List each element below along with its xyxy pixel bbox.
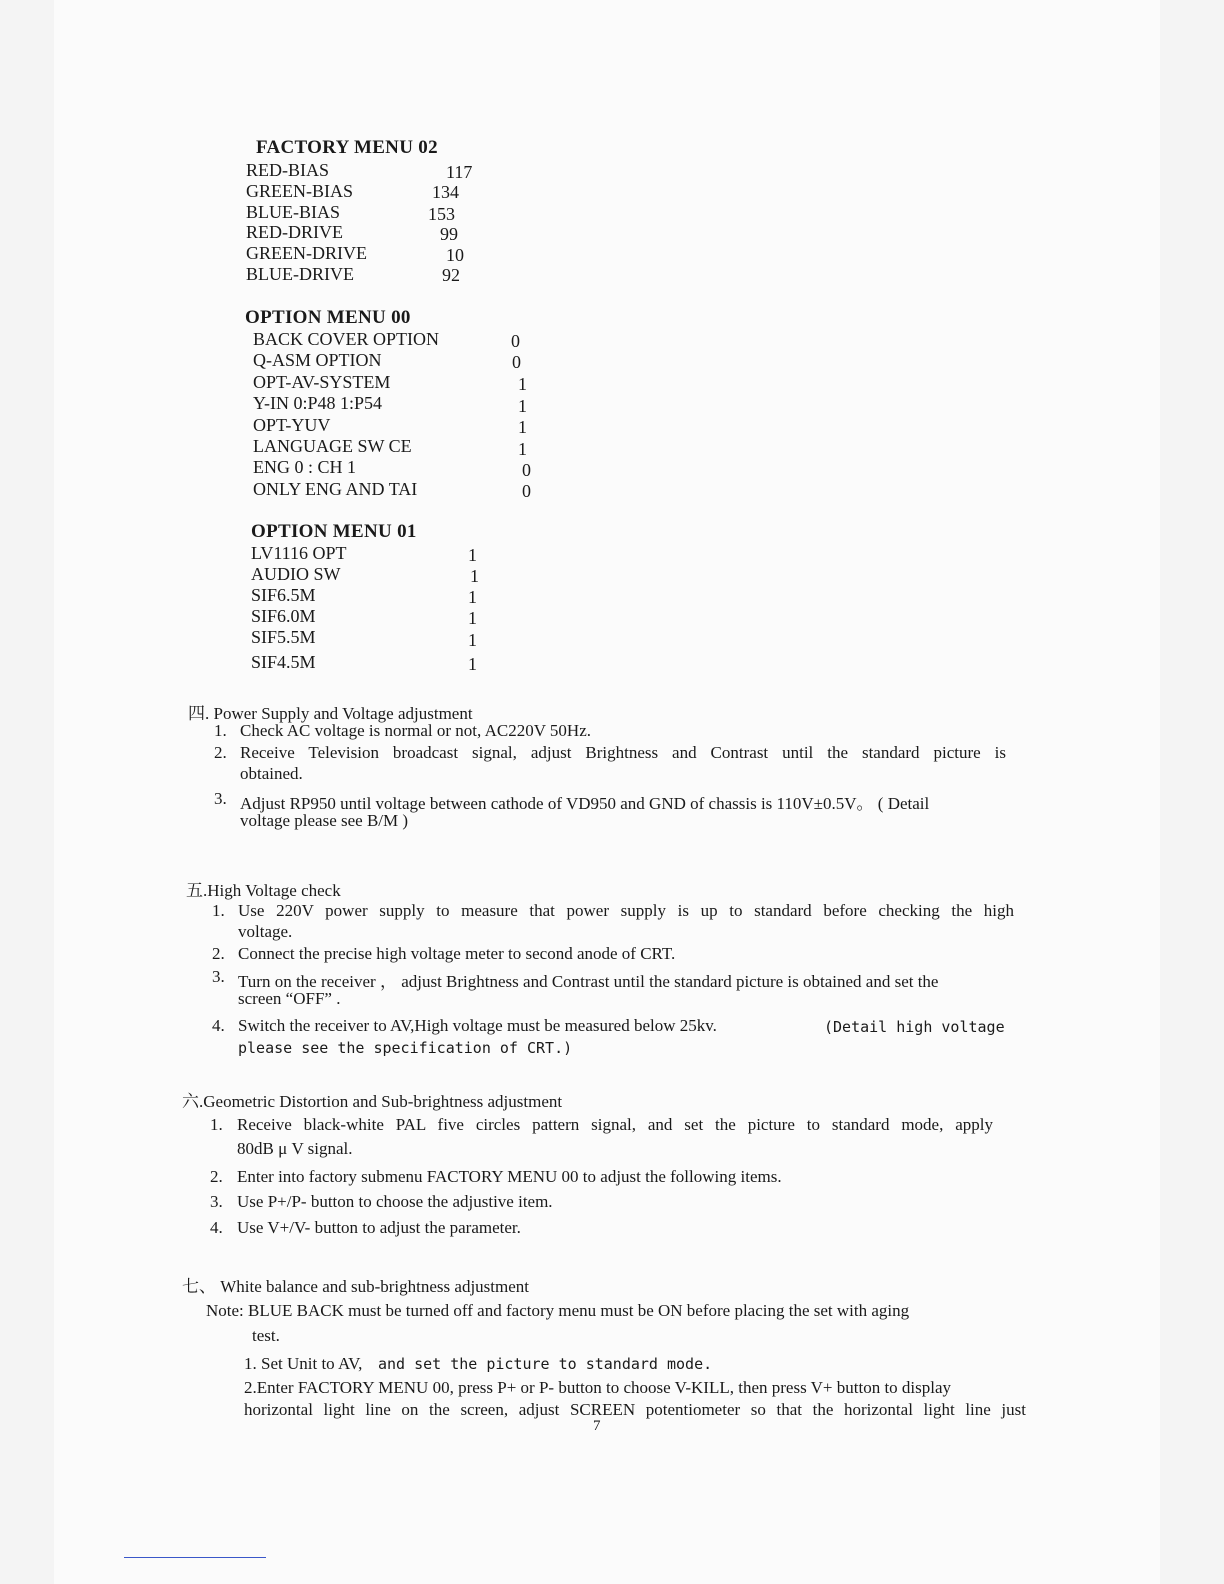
list-item-text: Check AC voltage is normal or not, AC220V 50Hz.	[240, 721, 591, 740]
section-heading: 六.Geometric Distortion and Sub-brightness adjustment	[182, 1092, 563, 1111]
menu-row-value: 1	[468, 545, 477, 565]
menu-row-value: 1	[518, 374, 527, 394]
menu-row-label: ENG 0 : CH 1	[253, 457, 356, 477]
list-item-text: Use P+/P- button to choose the adjustive item.	[237, 1192, 553, 1211]
menu-row-label: SIF6.0M	[251, 606, 316, 626]
menu-row-label: ONLY ENG AND TAI	[253, 479, 418, 499]
menu-row-value: 117	[446, 162, 473, 182]
list-item-text: voltage.	[238, 922, 293, 941]
menu-row-label: BACK COVER OPTION	[253, 329, 440, 349]
option-menu-01-title: OPTION MENU 01	[251, 521, 417, 542]
list-number: 1.	[212, 901, 225, 920]
menu-row-value: 0	[522, 481, 531, 501]
menu-row-label: LV1116 OPT	[251, 543, 347, 563]
menu-row-label: LANGUAGE SW CE	[253, 436, 412, 456]
menu-row-label: RED-BIAS	[246, 160, 330, 180]
list-item-text: screen “OFF” .	[238, 989, 341, 1008]
list-item-text: Use V+/V- button to adjust the parameter.	[237, 1218, 521, 1237]
list-item-text: Receive Television broadcast signal, adjust Brightness and Contrast until the standard picture is	[240, 743, 1006, 762]
menu-row-value: 0	[522, 460, 531, 480]
list-item-text: Enter into factory submenu FACTORY MENU 00 to adjust the following items.	[237, 1167, 782, 1186]
list-item-text: Receive black-white PAL five circles pattern signal, and set the picture to standard mode, apply	[237, 1115, 993, 1134]
list-number: 4.	[210, 1218, 223, 1237]
note-text: test.	[252, 1326, 280, 1345]
footer-rule	[124, 1557, 266, 1558]
step-text: 1. Set Unit to AV,	[244, 1354, 363, 1373]
step-text: 2.Enter FACTORY MENU 00, press P+ or P- button to choose V-KILL, then press V+ button to display	[244, 1378, 952, 1397]
menu-row-value: 1	[470, 566, 479, 586]
list-item-text: Turn on the receiver ， adjust Brightness and Contrast until the standard picture is obtained and set the	[238, 972, 939, 991]
step-text: and set the picture to standard mode.	[378, 1355, 713, 1373]
menu-row-value: 1	[468, 630, 477, 650]
menu-row-value: 92	[442, 265, 460, 285]
menu-row-label: OPT-YUV	[253, 415, 331, 435]
list-number: 1.	[210, 1115, 223, 1134]
page-number: 7	[593, 1418, 601, 1434]
list-item-text: please see the specification of CRT.)	[238, 1039, 573, 1057]
list-item-text: Adjust RP950 until voltage between cathode of VD950 and GND of chassis is 110V±0.5V。 ( Detail	[240, 794, 930, 813]
menu-row-value: 10	[446, 245, 464, 265]
list-number: 3.	[212, 967, 225, 986]
menu-row-value: 153	[428, 204, 455, 224]
section-heading: 四. Power Supply and Voltage adjustment	[188, 704, 473, 723]
list-item-text: Connect the precise high voltage meter to second anode of CRT.	[238, 944, 676, 963]
list-number: 2.	[210, 1167, 223, 1186]
menu-row-label: Y-IN 0:P48 1:P54	[253, 393, 383, 413]
menu-row-label: SIF6.5M	[251, 585, 316, 605]
list-item-text: 80dB μ V signal.	[237, 1139, 353, 1158]
menu-row-label: BLUE-BIAS	[246, 202, 340, 222]
section-heading: 七、 White balance and sub-brightness adjustment	[182, 1277, 529, 1296]
menu-row-value: 1	[468, 654, 477, 674]
menu-row-value: 1	[468, 608, 477, 628]
list-item-text: voltage please see B/M )	[240, 811, 409, 830]
menu-row-value: 1	[468, 587, 477, 607]
menu-row-value: 1	[518, 396, 527, 416]
menu-row-label: AUDIO SW	[251, 564, 341, 584]
list-item-text: Switch the receiver to AV,High voltage must be measured below 25kv.	[238, 1016, 717, 1035]
menu-row-value: 99	[440, 224, 458, 244]
list-number: 3.	[214, 789, 227, 808]
menu-row-label: Q-ASM OPTION	[253, 350, 382, 370]
menu-row-label: RED-DRIVE	[246, 222, 343, 242]
menu-row-value: 1	[518, 417, 527, 437]
list-item-text: (Detail high voltage	[824, 1018, 1005, 1036]
menu-row-label: OPT-AV-SYSTEM	[253, 372, 391, 392]
factory-menu-02-title: FACTORY MENU 02	[256, 137, 438, 158]
menu-row-value: 134	[432, 182, 459, 202]
list-item-text: Use 220V power supply to measure that power supply is up to standard before checking the high	[238, 901, 1014, 920]
list-number: 2.	[214, 743, 227, 762]
menu-row-value: 0	[512, 352, 521, 372]
menu-row-label: SIF4.5M	[251, 652, 316, 672]
step-text: horizontal light line on the screen, adjust SCREEN potentiometer so that the horizontal light line just	[244, 1400, 1026, 1419]
list-number: 1.	[214, 721, 227, 740]
section-heading: 五.High Voltage check	[186, 881, 341, 900]
menu-row-label: GREEN-BIAS	[246, 181, 353, 201]
menu-row-value: 0	[511, 331, 520, 351]
menu-row-label: GREEN-DRIVE	[246, 243, 367, 263]
note-text: Note: BLUE BACK must be turned off and factory menu must be ON before placing the set with aging	[206, 1301, 910, 1320]
menu-row-label: BLUE-DRIVE	[246, 264, 354, 284]
list-item-text: obtained.	[240, 764, 303, 783]
list-number: 2.	[212, 944, 225, 963]
menu-row-label: SIF5.5M	[251, 627, 316, 647]
list-number: 3.	[210, 1192, 223, 1211]
list-number: 4.	[212, 1016, 225, 1035]
menu-row-value: 1	[518, 439, 527, 459]
option-menu-00-title: OPTION MENU 00	[245, 307, 411, 328]
